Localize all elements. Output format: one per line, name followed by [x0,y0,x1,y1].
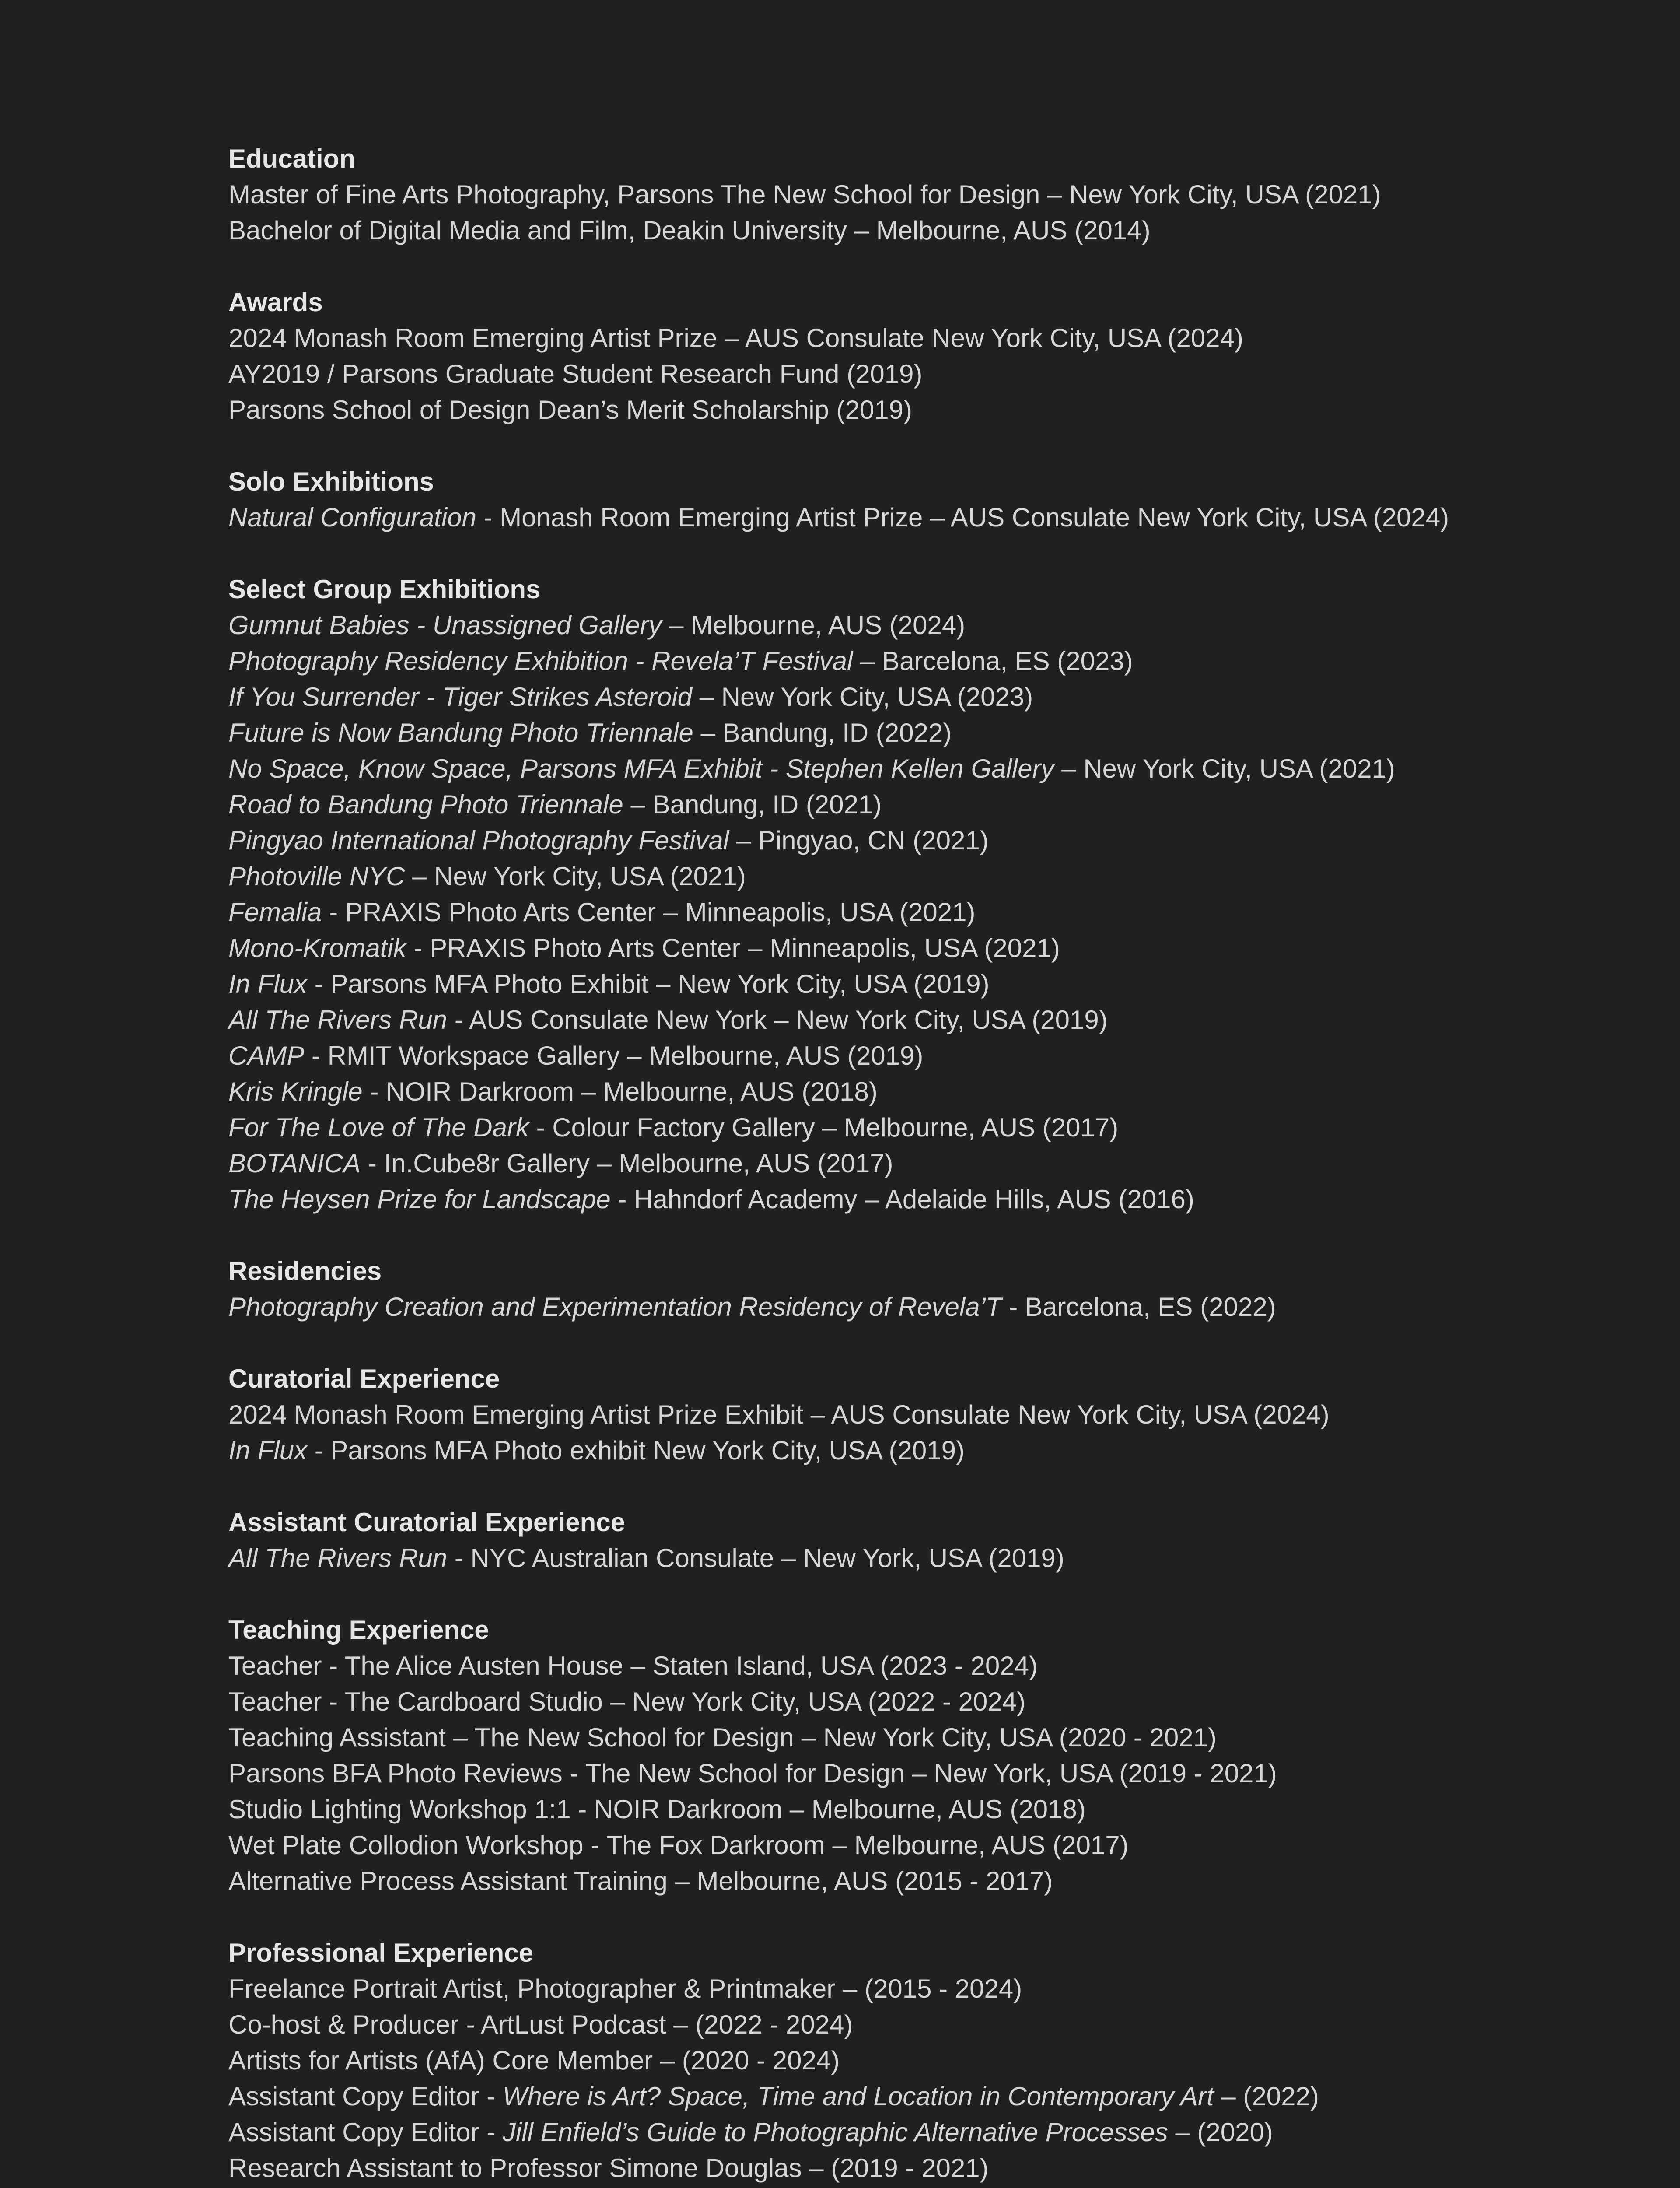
cv-entry [228,1827,1628,1863]
cv-entry [228,2114,1628,2150]
entry-text: – Pingyao, CN (2021) [729,826,989,855]
entry-text: – New York City, USA (2023) [692,682,1033,712]
entry-text: – New York City, USA (2021) [1054,754,1395,783]
cv-entry [228,643,1628,679]
entry-title-italic: Photography Residency Exhibition - Revela’T Festival [228,646,853,676]
entry-text: – (2022) [1214,2082,1319,2111]
entry-text: – New York City, USA (2021) [405,862,746,891]
cv-entry [228,500,1628,536]
entry-text: – Bandung, ID (2022) [693,718,952,747]
cv-document [228,141,1628,2188]
section-heading: Curatorial Experience [228,1364,500,1393]
section-heading: Assistant Curatorial Experience [228,1508,626,1537]
cv-entry [228,751,1628,787]
entry-title-italic: All The Rivers Run [228,1005,448,1034]
entry-text: - RMIT Workspace Gallery – Melbourne, AUS (2019) [304,1041,924,1070]
entry-text: – (2020) [1168,2118,1273,2147]
section-residencies [228,1253,1628,1325]
entry-title-italic: Where is Art? Space, Time and Location in Contemporary Art [502,2082,1214,2111]
entry-text: 2024 Monash Room Emerging Artist Prize – AUS Consulate New York City, USA (2024) [228,323,1243,353]
section-heading: Teaching Experience [228,1615,489,1645]
section-heading: Education [228,144,356,173]
entry-title-italic: CAMP [228,1041,304,1070]
cv-entry [228,1433,1628,1469]
section-heading: Solo Exhibitions [228,467,434,496]
entry-text: – Bandung, ID (2021) [623,790,882,819]
entry-title-italic: Road to Bandung Photo Triennale [228,790,623,819]
entry-text: Assistant Copy Editor - [228,2082,503,2111]
entry-text: Freelance Portrait Artist, Photographer & Printmaker – (2015 - 2024) [228,1974,1022,2003]
section-solo-exhibitions [228,464,1628,536]
cv-entry [228,1074,1628,1110]
cv-entry [228,894,1628,930]
cv-entry [228,1971,1628,2007]
entry-title-italic: All The Rivers Run [228,1543,448,1573]
section-awards [228,284,1628,428]
entry-title-italic: Pingyao International Photography Festival [228,826,729,855]
cv-entry [228,1397,1628,1433]
entry-title-italic: Mono-Kromatik [228,933,406,963]
entry-text: Assistant Copy Editor - [228,2118,503,2147]
entry-title-italic: Photoville NYC [228,862,405,891]
entry-title-italic: Gumnut Babies - Unassigned Gallery [228,610,662,640]
cv-entry [228,392,1628,428]
entry-text: - NOIR Darkroom – Melbourne, AUS (2018) [362,1077,878,1106]
entry-text: 2024 Monash Room Emerging Artist Prize Exhibit – AUS Consulate New York City, USA (2024) [228,1400,1330,1429]
cv-entry [228,2079,1628,2114]
section-select-group-exhibitions [228,572,1628,1217]
cv-entry [228,823,1628,859]
cv-entry [228,787,1628,823]
entry-text: Co-host & Producer - ArtLust Podcast – (2022 - 2024) [228,2010,853,2039]
cv-entry [228,2007,1628,2043]
entry-text: - AUS Consulate New York – New York City, USA (2019) [447,1005,1108,1034]
entry-title-italic: Jill Enfield’s Guide to Photographic Alternative Processes [502,2118,1168,2147]
entry-text: Artists for Artists (AfA) Core Member – (2020 - 2024) [228,2046,840,2075]
cv-entry [228,930,1628,966]
cv-entry [228,356,1628,392]
entry-text: Parsons School of Design Dean’s Merit Scholarship (2019) [228,395,913,424]
cv-entry [228,213,1628,249]
section-teaching-experience [228,1612,1628,1899]
cv-entry [228,1146,1628,1182]
entry-title-italic: Kris Kringle [228,1077,363,1106]
entry-text: Parsons BFA Photo Reviews - The New School for Design – New York, USA (2019 - 2021) [228,1759,1277,1788]
cv-entry [228,1648,1628,1684]
entry-text: - NYC Australian Consulate – New York, USA (2019) [447,1543,1064,1573]
entry-title-italic: BOTANICA [228,1149,361,1178]
cv-entry [228,966,1628,1002]
section-heading: Select Group Exhibitions [228,575,541,604]
entry-text: - Colour Factory Gallery – Melbourne, AUS (2017) [528,1113,1119,1142]
cv-entry [228,607,1628,643]
cv-entry [228,679,1628,715]
entry-text: - Barcelona, ES (2022) [1001,1292,1276,1322]
cv-entry [228,1756,1628,1792]
section-professional-experience [228,1935,1628,2186]
section-heading: Residencies [228,1256,382,1286]
entry-text: - Hahndorf Academy – Adelaide Hills, AUS (2016) [610,1185,1194,1214]
entry-text: Master of Fine Arts Photography, Parsons The New School for Design – New York City, USA (2021) [228,180,1381,209]
entry-text: Teacher - The Alice Austen House – Staten Island, USA (2023 - 2024) [228,1651,1038,1680]
cv-entry [228,1792,1628,1827]
entry-title-italic: Future is Now Bandung Photo Triennale [228,718,693,747]
section-education [228,141,1628,249]
cv-entry [228,1110,1628,1146]
cv-entry [228,2150,1628,2186]
entry-text: - Monash Room Emerging Artist Prize – AUS Consulate New York City, USA (2024) [476,503,1449,532]
entry-title-italic: The Heysen Prize for Landscape [228,1185,611,1214]
entry-text: Research Assistant to Professor Simone Douglas – (2019 - 2021) [228,2153,989,2183]
section-heading: Professional Experience [228,1938,533,1967]
entry-text: Bachelor of Digital Media and Film, Deakin University – Melbourne, AUS (2014) [228,216,1151,245]
entry-text: - In.Cube8r Gallery – Melbourne, AUS (2017) [360,1149,893,1178]
entry-title-italic: In Flux [228,1436,308,1465]
entry-title-italic: Femalia [228,898,322,927]
entry-text: Studio Lighting Workshop 1:1 - NOIR Darkroom – Melbourne, AUS (2018) [228,1795,1086,1824]
cv-entry [228,2043,1628,2079]
entry-title-italic: Photography Creation and Experimentation Residency of Revela’T [228,1292,1002,1322]
cv-entry [228,1002,1628,1038]
entry-text: Alternative Process Assistant Training – Melbourne, AUS (2015 - 2017) [228,1866,1053,1896]
entry-text: Wet Plate Collodion Workshop - The Fox Darkroom – Melbourne, AUS (2017) [228,1830,1129,1860]
entry-text: - PRAXIS Photo Arts Center – Minneapolis, USA (2021) [406,933,1060,963]
cv-entry [228,177,1628,213]
entry-text: - Parsons MFA Photo Exhibit – New York City, USA (2019) [307,969,990,999]
entry-title-italic: In Flux [228,969,308,999]
cv-entry [228,1684,1628,1720]
entry-text: Teaching Assistant – The New School for Design – New York City, USA (2020 - 2021) [228,1723,1217,1752]
cv-entry [228,320,1628,356]
entry-title-italic: For The Love of The Dark [228,1113,529,1142]
entry-title-italic: No Space, Know Space, Parsons MFA Exhibit - Stephen Kellen Gallery [228,754,1054,783]
cv-entry [228,859,1628,894]
cv-entry [228,1038,1628,1074]
entry-text: – Melbourne, AUS (2024) [662,610,966,640]
section-heading: Awards [228,288,323,317]
entry-text: – Barcelona, ES (2023) [853,646,1133,676]
cv-entry [228,1720,1628,1756]
entry-text: - PRAXIS Photo Arts Center – Minneapolis, USA (2021) [322,898,976,927]
entry-title-italic: Natural Configuration [228,503,476,532]
cv-entry [228,1289,1628,1325]
entry-text: AY2019 / Parsons Graduate Student Research Fund (2019) [228,359,923,389]
entry-text: - Parsons MFA Photo exhibit New York City, USA (2019) [307,1436,965,1465]
cv-entry [228,715,1628,751]
section-curatorial-experience [228,1361,1628,1469]
cv-entry [228,1863,1628,1899]
entry-text: Teacher - The Cardboard Studio – New York City, USA (2022 - 2024) [228,1687,1026,1716]
cv-entry [228,1182,1628,1217]
cv-entry [228,1540,1628,1576]
section-assistant-curatorial-experience [228,1504,1628,1576]
entry-title-italic: If You Surrender - Tiger Strikes Asteroid [228,682,692,712]
